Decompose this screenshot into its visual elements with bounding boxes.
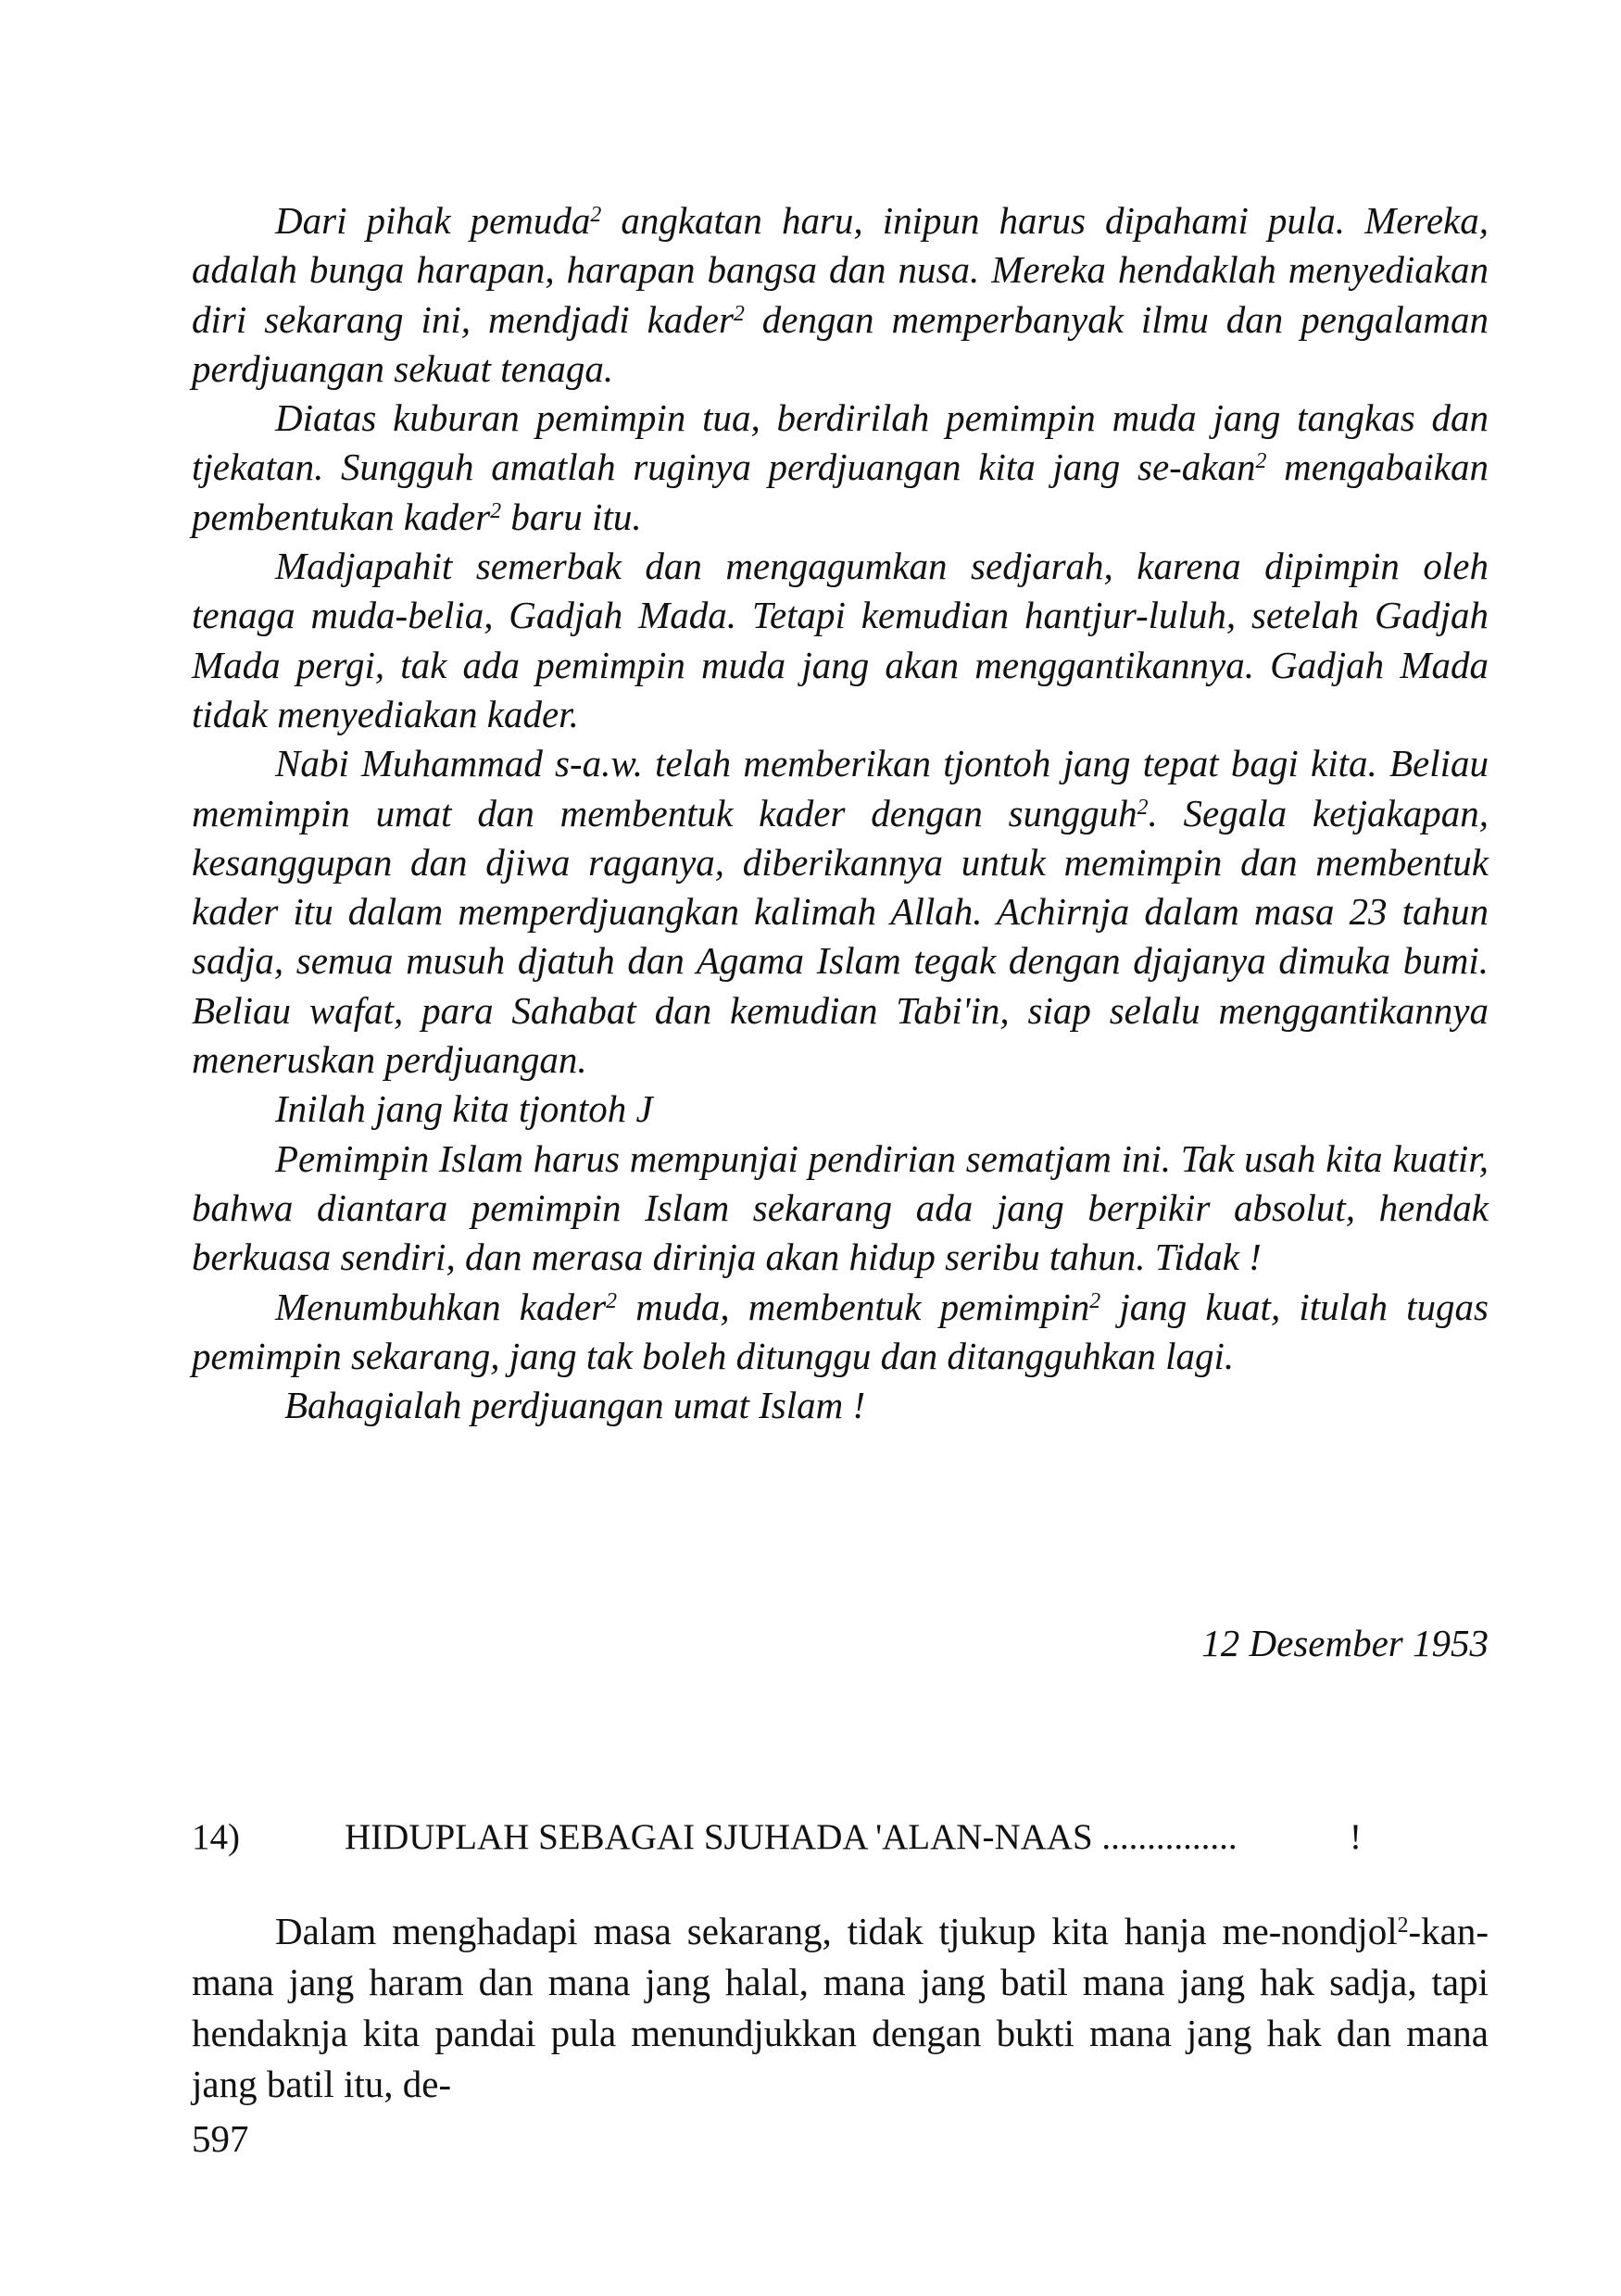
paragraph-3-text: Madjapahit semerbak dan mengagumkan sedjarah, karena dipimpin oleh tenaga muda-belia, Gadjah Mada. Tetapi kemudian hantjur-luluh, setelah Gadjah Mada pergi, tak ada pemimpin muda jang akan menggantikannya. Gadjah Mada tidak menyediakan kader. [192,545,1489,735]
paragraph-2-text: Diatas kuburan pemimpin tua, berdirilah pemimpin muda jang tangkas dan tjekatan. Sungguh amatlah ruginya perdjuangan kita jang se-akan [192,396,1489,489]
superscript-2: 2 [490,498,502,523]
superscript-2: 2 [1089,1288,1101,1313]
superscript-2: 2 [606,1288,618,1313]
paragraph-6-text: Pemimpin Islam harus mempunjai pendirian sematjam ini. Tak usah kita kuatir, bahwa diantara pemimpin Islam sekarang ada jang berpikir absolut, hendak berkuasa sendiri, dan merasa dirinja akan hidup seribu tahun. Tidak ! [192,1136,1489,1279]
body-paragraph [192,1906,1489,2110]
paragraph-7-text: Menumbuhkan kader [275,1285,607,1328]
paragraph-2 [192,394,1489,542]
date-line: 12 Desember 1953 [1201,1622,1489,1664]
superscript-2: 2 [590,202,602,227]
paragraph-7-text-c: jang kuat, itulah tugas pemimpin sekarang, jang tak boleh ditunggu dan ditangguhkan lagi. [192,1285,1489,1377]
superscript-2: 2 [1137,795,1149,820]
paragraph-2-text-b: mengabaikan pembentukan kader [192,445,1489,538]
paragraph-4-text: Nabi Muhammad s-a.w. telah memberikan tjontoh jang tepat bagi kita. Beliau memimpin umat dan membentuk kader dengan sungguh [192,742,1489,834]
paragraph-3 [192,542,1489,739]
paragraph-1 [192,196,1489,394]
italic-text-block [192,196,1489,1430]
paragraph-2-text-c: baru itu. [501,495,642,538]
paragraph-7-text-b: muda, membentuk pemimpin [617,1285,1090,1328]
paragraph-4 [192,739,1489,1085]
paragraph-5-text: Inilah jang kita tjontoh J [275,1087,653,1131]
body-text: Dalam menghadapi masa sekarang, tidak tjukup kita hanja me-nondjol [275,1910,1398,1952]
paragraph-5 [192,1085,1489,1134]
paragraph-1-text-c: dengan memperbanyak ilmu dan pengalaman perdjuangan sekuat tenaga. [192,297,1489,390]
paragraph-1-text-b: angkatan haru, inipun harus dipahami pula. Mereka, adalah bunga harapan, harapan bangsa dan nusa. Mereka hendaklah menyediakan diri sekarang ini, mendjadi kader [192,199,1489,341]
superscript-2: 2 [1397,1913,1409,1938]
paragraph-4-text-b: . Segala ketjakapan, kesanggupan dan djiwa raganya, diberikannya untuk memimpin dan membentuk kader itu dalam memperdjuangkan kalimah Allah. Achirnja dalam masa 23 tahun sadja, semua musuh djatuh dan Agama Islam tegak dengan djajanya dimuka bumi. Beliau wafat, para Sahabat dan kemudian Tabi'in, siap selalu menggantikannya meneruskan perdjuangan. [192,791,1489,1082]
section-title: HIDUPLAH SEBAGAI SJUHADA 'ALAN-NAAS ............... [345,1817,1238,1857]
paragraph-8-text: Bahagialah perdjuangan umat Islam ! [284,1384,866,1427]
paragraph-1-text: Dari pihak pemuda [275,199,591,242]
superscript-2: 2 [1255,449,1267,474]
paragraph-6 [192,1135,1489,1283]
superscript-2: 2 [733,301,745,326]
body-text-block [192,1906,1489,2110]
page-number: 597 [192,2117,249,2160]
paragraph-8 [192,1381,1489,1430]
body-text-b: -kan- mana jang haram dan mana jang halal, mana jang batil mana jang hak sadja, tapi hendaknja kita pandai pula menundjukkan dengan bukti mana jang hak dan mana jang batil itu, de- [192,1910,1489,2105]
paragraph-7 [192,1283,1489,1382]
section-title-tail: ! [1350,1817,1362,1857]
section-number: 14) [192,1817,240,1857]
